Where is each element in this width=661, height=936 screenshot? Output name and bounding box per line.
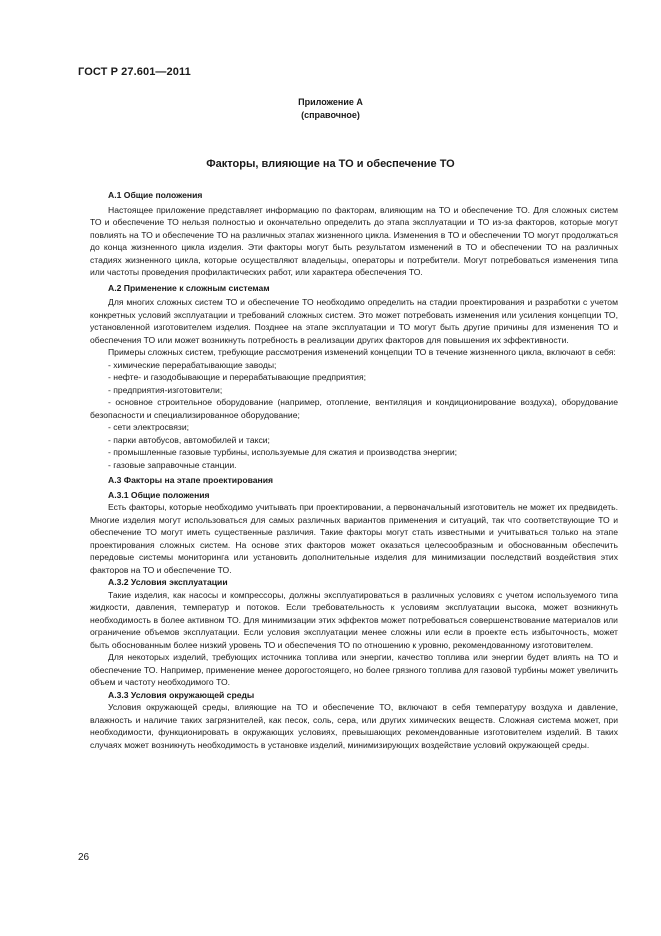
- annex-type: (справочное): [301, 110, 360, 120]
- paragraph: Настоящее приложение представляет информацию по факторам, влияющим на ТО и обеспечение ТО. Для сложных систем ТО и обеспечение ТО нельзя полностью и окончательно определить до этапа эксплуатации и ТО из-за факторов, которые могут повлиять на ТО и обеспечение ТО на различных этапах жизненного цикла. Изменения в ТО и обеспечении ТО могут продолжаться до конца жизненного цикла изделия. Эти факторы могут быть результатом изменений в ТО и обеспечении ТО на различных стадиях жизненного цикла, которые осуществляют владельцы, операторы и потребители. Могут потребоваться изменения типа или частоты проведения профилактических работ, или характера обеспечения ТО.: [90, 204, 618, 277]
- annex-label: Приложение А: [298, 97, 363, 107]
- paragraph: Такие изделия, как насосы и компрессоры, должны эксплуатироваться в различных условиях с учетом используемого типа жидкости, давления, температур и потоков. Если требовательность к условиям эксплуатации высока, может возникнуть необходимость в более активном ТО. Для минимизации этих эффектов может потребоваться совершенствование материалов или ограничение объемов эксплуатации. Если условия эксплуатации менее сложны или если в проекте есть избыточность, может быть обоснованным более низкий уровень ТО и обеспечения ТО по отношению к уровню, рекомендованному изготовителем.: [90, 589, 618, 650]
- list-item: - основное строительное оборудование (например, отопление, вентиляция и кондиционирование воздуха), оборудование безопасности и специализированное оборудование;: [90, 397, 618, 420]
- section-heading-a1: А.1 Общие положения: [108, 190, 203, 200]
- document-body: [90, 186, 618, 751]
- paragraph: Примеры сложных систем, требующие рассмотрения изменений концепции ТО в течение жизненного цикла, включают в себя:: [108, 347, 616, 357]
- list-item: - сети электросвязи;: [108, 422, 190, 432]
- section-heading-a2: А.2 Применение к сложным системам: [108, 282, 270, 293]
- list-item: - парки автобусов, автомобилей и такси;: [108, 434, 270, 445]
- list-item: - предприятия-изготовители;: [108, 384, 223, 395]
- list-item: - химические перерабатывающие заводы;: [108, 359, 277, 370]
- document-code: ГОСТ Р 27.601—2011: [78, 66, 191, 78]
- paragraph: Условия окружающей среды, влияющие на ТО и обеспечение ТО, включают в себя температуру воздуха и давление, влажность и наличие таких загрязнителей, как песок, соль, сера, или других химических веществ. Сложная система может, при необходимости, функционировать в окружающих условиях, превышающих рекомендованные изготовителем изделий. В таких случаях может возникнуть необходимость в установке изделий, минимизирующих воздействие условий окружающей среды.: [90, 702, 618, 750]
- paragraph: Есть факторы, которые необходимо учитывать при проектировании, а первоначальный изготовитель не может их предвидеть. Многие изделия могут использоваться для самых различных вариантов применения и ситуаций, так что соответствующие ТО и обеспечение ТО могут иметь существенные различия. Такие факторы могут стать известными и учитываться только на этапе проектирования сложных систем. На основе этих факторов может оказаться целесообразным и обоснованным обеспечить передовые системы мониторинга или установить дополнительные изделия для минимизации последствий воздействия этих факторов на ТО и обеспечение ТО.: [90, 502, 618, 575]
- annex-title: Факторы, влияющие на ТО и обеспечение ТО: [206, 158, 455, 170]
- page-number: 26: [78, 852, 90, 863]
- section-heading-a3: А.3 Факторы на этапе проектирования: [108, 475, 274, 485]
- subsection-heading-a3-3: А.3.3 Условия окружающей среды: [108, 689, 255, 700]
- subsection-heading-a3-1: А.3.1 Общие положения: [108, 489, 210, 500]
- paragraph: Для некоторых изделий, требующих источника топлива или энергии, качество топлива или энергии будет влиять на ТО и обеспечение ТО. Например, применение менее дорогостоящего, но более грязного топлива для газовой турбины может увеличить объем и частоту необходимого ТО.: [90, 652, 618, 687]
- list-item: - нефте- и газодобывающие и перерабатывающие предприятия;: [108, 372, 367, 382]
- annex-header: [0, 96, 661, 122]
- list-item: - газовые заправочные станции.: [108, 459, 237, 470]
- paragraph: Для многих сложных систем ТО и обеспечение ТО необходимо определить на стадии проектирования и разработки с учетом конкретных условий эксплуатации и требований сложных систем. Это может потребовать изменения или усиления концепции ТО, установленной изготовителем изделия. Позднее на этапе эксплуатации и ТО могут быть другие причины для изменения ТО и обеспечения ТО или может возникнуть потребность в реализации других факторов для повышения их эффективности.: [90, 297, 618, 345]
- subsection-heading-a3-2: А.3.2 Условия эксплуатации: [108, 577, 228, 587]
- list-item: - промышленные газовые турбины, используемые для сжатия и производства энергии;: [108, 447, 458, 457]
